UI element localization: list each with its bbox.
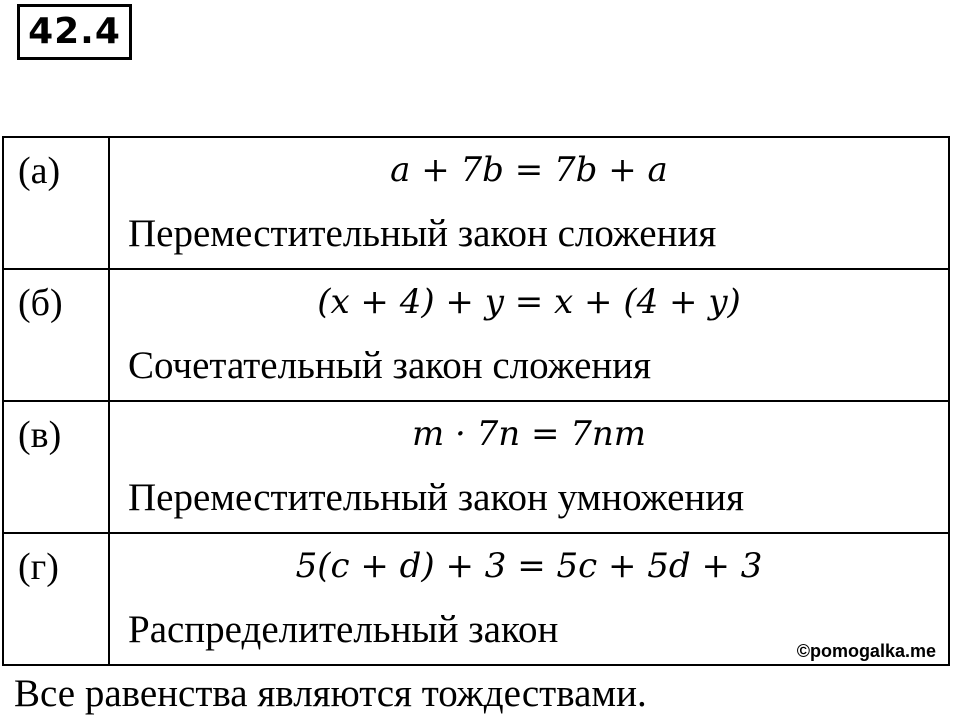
- row-label: (в): [3, 401, 109, 533]
- row-content: [109, 401, 949, 533]
- row-content: [109, 533, 949, 665]
- formula: m · 7n = 7nm: [411, 414, 647, 454]
- row-content: [109, 137, 949, 269]
- law-name: Переместительный закон сложения: [128, 212, 717, 255]
- table-row: [3, 269, 949, 401]
- table-row: [3, 533, 949, 665]
- row-label: (б): [3, 269, 109, 401]
- row-content: [109, 269, 949, 401]
- task-number: 42.4: [17, 4, 132, 60]
- formula: 5(c + d) + 3 = 5c + 5d + 3: [295, 546, 763, 586]
- table-row: [3, 137, 949, 269]
- conclusion-text: Все равенства являются тождествами.: [14, 672, 647, 715]
- row-label: (г): [3, 533, 109, 665]
- formula: a + 7b = 7b + a: [390, 150, 668, 190]
- table-row: [3, 401, 949, 533]
- law-name: Распределительный закон: [128, 608, 559, 651]
- row-label: (а): [3, 137, 109, 269]
- law-name: Сочетательный закон сложения: [128, 344, 652, 387]
- law-name: Переместительный закон умножения: [128, 476, 745, 519]
- formula: (x + 4) + y = x + (4 + y): [317, 282, 741, 322]
- solution-table: [2, 136, 950, 666]
- watermark: ©pomogalka.me: [796, 641, 936, 661]
